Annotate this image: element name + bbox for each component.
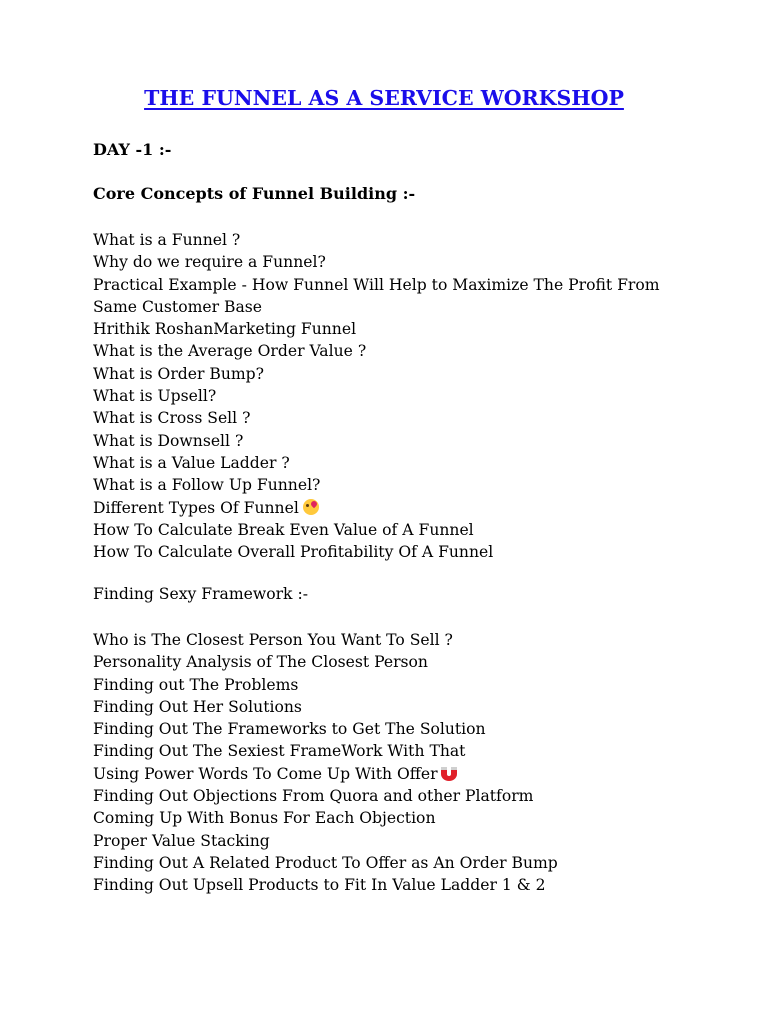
list-item: What is Cross Sell ? <box>93 409 251 428</box>
list-item: Finding Out A Related Product To Offer as An Order Bump <box>93 853 558 872</box>
core-concepts-list <box>93 229 660 563</box>
list-item: Different Types Of Funnel <box>93 497 660 519</box>
list-item: Coming Up With Bonus For Each Objection <box>93 809 436 828</box>
list-item: Using Power Words To Come Up With Offer <box>93 763 558 785</box>
list-item: Proper Value Stacking <box>93 831 270 850</box>
list-item: Personality Analysis of The Closest Person <box>93 653 428 672</box>
list-item: Finding Out Objections From Quora and other Platform <box>93 787 534 806</box>
list-item: What is a Funnel ? <box>93 231 241 249</box>
list-item: Hrithik RoshanMarketing Funnel <box>93 320 357 339</box>
day-label: DAY -1 :- <box>93 140 172 159</box>
section-heading-sexy-framework: Finding Sexy Framework :- <box>93 585 308 603</box>
list-item: What is a Value Ladder ? <box>93 453 290 472</box>
list-item: Finding Out The Sexiest FrameWork With That <box>93 742 466 761</box>
list-item: Finding out The Problems <box>93 675 299 694</box>
list-item: Finding Out Her Solutions <box>93 697 302 716</box>
list-item: What is the Average Order Value ? <box>93 342 367 361</box>
list-item: Practical Example - How Funnel Will Help to Maximize The Profit From <box>93 275 660 294</box>
list-item: What is Upsell? <box>93 387 217 406</box>
sexy-framework-list <box>93 629 558 897</box>
list-item: Why do we require a Funnel? <box>93 253 326 272</box>
list-item: What is Downsell ? <box>93 431 244 450</box>
list-item: How To Calculate Overall Profitability Of A Funnel <box>93 543 494 562</box>
list-item: How To Calculate Break Even Value of A Funnel <box>93 520 474 539</box>
section-heading-core-concepts: Core Concepts of Funnel Building :- <box>93 184 416 203</box>
magnet-icon <box>439 765 459 781</box>
list-item: What is Order Bump? <box>93 364 265 383</box>
list-item: What is a Follow Up Funnel? <box>93 476 321 495</box>
list-item: Finding Out Upsell Products to Fit In Value Ladder 1 & 2 <box>93 876 546 895</box>
list-item: Same Customer Base <box>93 297 262 316</box>
face-blowing-kiss-icon <box>303 499 319 515</box>
list-item: Who is The Closest Person You Want To Sell ? <box>93 631 453 649</box>
document-title: THE FUNNEL AS A SERVICE WORKSHOP <box>144 86 624 110</box>
list-item: Finding Out The Frameworks to Get The Solution <box>93 720 486 739</box>
